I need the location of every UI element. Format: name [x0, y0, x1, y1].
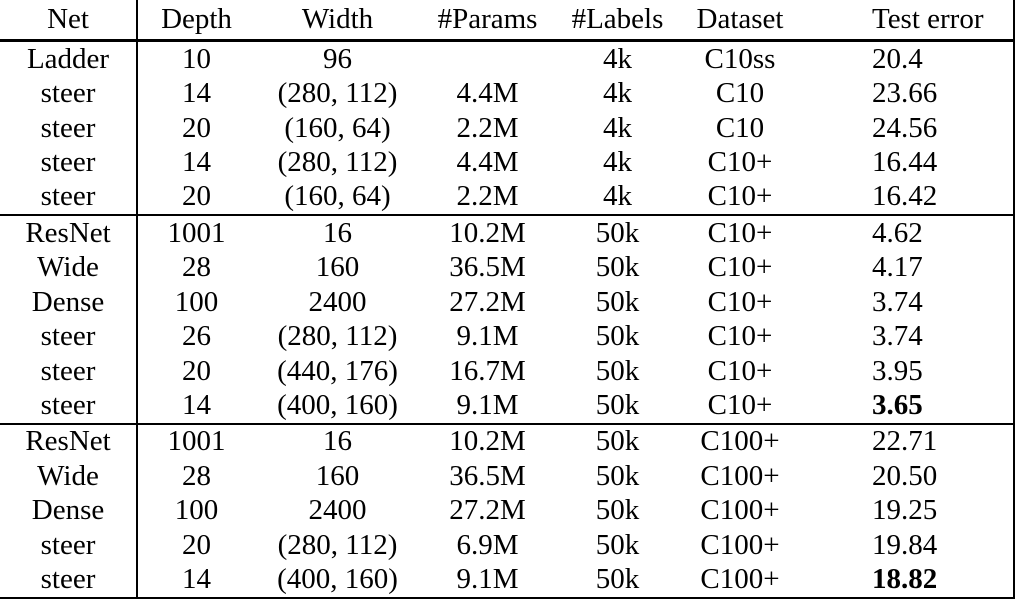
depth-cell: 20: [182, 111, 211, 144]
dataset-cell: C10+: [680, 215, 800, 250]
params-cell: 2.2M: [456, 111, 519, 144]
test-error-cell: 3.74: [800, 319, 1014, 353]
table-row: [0, 424, 1014, 459]
table-row: [0, 459, 1014, 493]
depth-cell: 26: [182, 320, 211, 353]
labels-cell: 50k: [595, 251, 640, 284]
depth-cell: 20: [182, 354, 211, 387]
table-row: [0, 319, 1014, 353]
dataset-cell: C10+: [707, 388, 773, 421]
column-header-params: #Params: [420, 0, 555, 41]
net-cell: ResNet: [0, 424, 137, 459]
labels-cell: 50k: [595, 354, 640, 387]
dataset-cell: C100+: [680, 424, 800, 459]
net-cell: steer: [0, 388, 137, 423]
params-cell: 4.4M: [456, 146, 519, 178]
depth-cell: 28: [182, 459, 211, 492]
test-error-cell: 3.95: [800, 354, 1014, 388]
header-row: [0, 0, 1014, 41]
net-cell: steer: [0, 319, 137, 353]
net-cell: Dense: [0, 285, 137, 319]
width-cell: 2400: [308, 285, 367, 318]
table-row: [0, 494, 1014, 528]
test-error-cell: 22.71: [800, 424, 1014, 459]
dataset-cell: C10ss: [704, 42, 776, 75]
labels-cell: 50k: [595, 459, 640, 492]
test-error-cell: 4.62: [800, 215, 1014, 250]
table-body: [0, 41, 1014, 599]
column-header-depth: Depth: [137, 0, 255, 41]
depth-cell: 20: [182, 528, 211, 561]
table-row: [0, 285, 1014, 319]
width-cell: (280, 112): [277, 77, 398, 110]
net-cell: steer: [0, 145, 137, 179]
labels-cell: 4k: [603, 146, 632, 178]
table-row: [0, 145, 1014, 179]
width-cell: (280, 112): [277, 320, 398, 353]
dataset-cell: C10+: [707, 285, 773, 318]
depth-cell: 20: [182, 180, 211, 213]
net-cell: steer: [0, 528, 137, 562]
depth-cell: 100: [174, 494, 219, 527]
net-cell: Wide: [0, 251, 137, 285]
params-cell: 16.7M: [449, 354, 526, 387]
depth-cell: 1001: [137, 215, 255, 250]
depth-cell: 10: [182, 42, 211, 75]
net-cell: steer: [0, 354, 137, 388]
dataset-cell: C100+: [700, 528, 780, 561]
dataset-cell: C10+: [707, 354, 773, 387]
test-error-cell: 19.84: [800, 528, 1014, 562]
dataset-cell: C10+: [707, 146, 773, 178]
params-cell: 10.2M: [420, 215, 555, 250]
depth-cell: 14: [137, 562, 255, 598]
test-error-cell: 3.65: [800, 388, 1014, 423]
width-cell: (400, 160): [277, 388, 398, 421]
test-error-cell: 3.74: [800, 285, 1014, 319]
test-error-cell: 24.56: [800, 111, 1014, 145]
width-cell: (280, 112): [277, 528, 398, 561]
width-cell: (440, 176): [277, 354, 398, 387]
table-row: [0, 111, 1014, 145]
test-error-cell: 16.42: [800, 180, 1014, 215]
dataset-cell: C100+: [700, 459, 780, 492]
table-row: [0, 388, 1014, 423]
net-cell: Wide: [0, 459, 137, 493]
net-cell: steer: [0, 76, 137, 110]
column-header-dataset: Dataset: [680, 0, 800, 41]
params-cell: 36.5M: [449, 251, 526, 284]
net-cell: Dense: [0, 494, 137, 528]
params-cell: 36.5M: [449, 459, 526, 492]
depth-cell: 100: [174, 285, 219, 318]
test-error-cell: 23.66: [800, 76, 1014, 110]
params-cell: 9.1M: [420, 562, 555, 598]
dataset-cell: C10+: [707, 180, 773, 213]
width-cell: 160: [315, 251, 360, 284]
width-cell: 16: [255, 215, 420, 250]
params-cell: 27.2M: [449, 285, 526, 318]
labels-cell: 50k: [595, 528, 640, 561]
depth-cell: 14: [182, 388, 211, 421]
column-header-net: Net: [0, 0, 137, 41]
params-cell: 6.9M: [456, 528, 519, 561]
table-row: [0, 41, 1014, 77]
test-error-cell: 20.50: [800, 459, 1014, 493]
column-header-width: Width: [255, 0, 420, 41]
net-cell: steer: [0, 180, 137, 215]
net-cell: ResNet: [0, 215, 137, 250]
width-cell: 16: [255, 424, 420, 459]
dataset-cell: C10+: [707, 320, 773, 353]
dataset-cell: C10: [715, 77, 765, 110]
table-row: [0, 180, 1014, 215]
net-cell: Ladder: [0, 41, 137, 77]
labels-cell: 50k: [555, 562, 680, 598]
labels-cell: 50k: [595, 320, 640, 353]
labels-cell: 50k: [555, 215, 680, 250]
table-row: [0, 528, 1014, 562]
labels-cell: 4k: [603, 42, 632, 75]
params-cell: 4.4M: [456, 77, 519, 110]
dataset-cell: C10+: [707, 251, 773, 284]
dataset-cell: C100+: [700, 494, 780, 527]
test-error-cell: 18.82: [800, 562, 1014, 598]
column-header-test-error: Test error: [800, 0, 1014, 41]
table-row: [0, 215, 1014, 250]
test-error-cell: 16.44: [800, 145, 1014, 179]
labels-cell: 50k: [595, 285, 640, 318]
labels-cell: 50k: [555, 424, 680, 459]
width-cell: 2400: [308, 494, 367, 527]
net-cell: steer: [0, 111, 137, 145]
table-row: [0, 562, 1014, 598]
params-cell: 10.2M: [420, 424, 555, 459]
labels-cell: 4k: [603, 77, 632, 110]
column-header-labels: #Labels: [555, 0, 680, 41]
test-error-cell: 20.4: [800, 41, 1014, 77]
width-cell: 96: [323, 42, 352, 75]
table-row: [0, 354, 1014, 388]
table-row: [0, 76, 1014, 110]
labels-cell: 4k: [603, 111, 632, 144]
table-header: [0, 0, 1014, 41]
net-cell: steer: [0, 562, 137, 598]
labels-cell: 50k: [595, 494, 640, 527]
dataset-cell: C10: [715, 111, 765, 144]
depth-cell: 14: [182, 146, 211, 178]
test-error-cell: 19.25: [800, 494, 1014, 528]
params-cell: 9.1M: [456, 388, 519, 421]
params-cell: 9.1M: [456, 320, 519, 353]
params-cell: 27.2M: [449, 494, 526, 527]
width-cell: (280, 112): [277, 146, 398, 178]
labels-cell: 4k: [603, 180, 632, 213]
width-cell: (400, 160): [255, 562, 420, 598]
test-error-cell: 4.17: [800, 251, 1014, 285]
width-cell: 160: [315, 459, 360, 492]
dataset-cell: C100+: [680, 562, 800, 598]
depth-cell: 14: [182, 77, 211, 110]
table-row: [0, 251, 1014, 285]
params-cell: 2.2M: [456, 180, 519, 213]
labels-cell: 50k: [595, 388, 640, 421]
depth-cell: 28: [182, 251, 211, 284]
width-cell: (160, 64): [284, 111, 391, 144]
params-cell: [420, 41, 555, 77]
depth-cell: 1001: [137, 424, 255, 459]
width-cell: (160, 64): [284, 180, 391, 213]
